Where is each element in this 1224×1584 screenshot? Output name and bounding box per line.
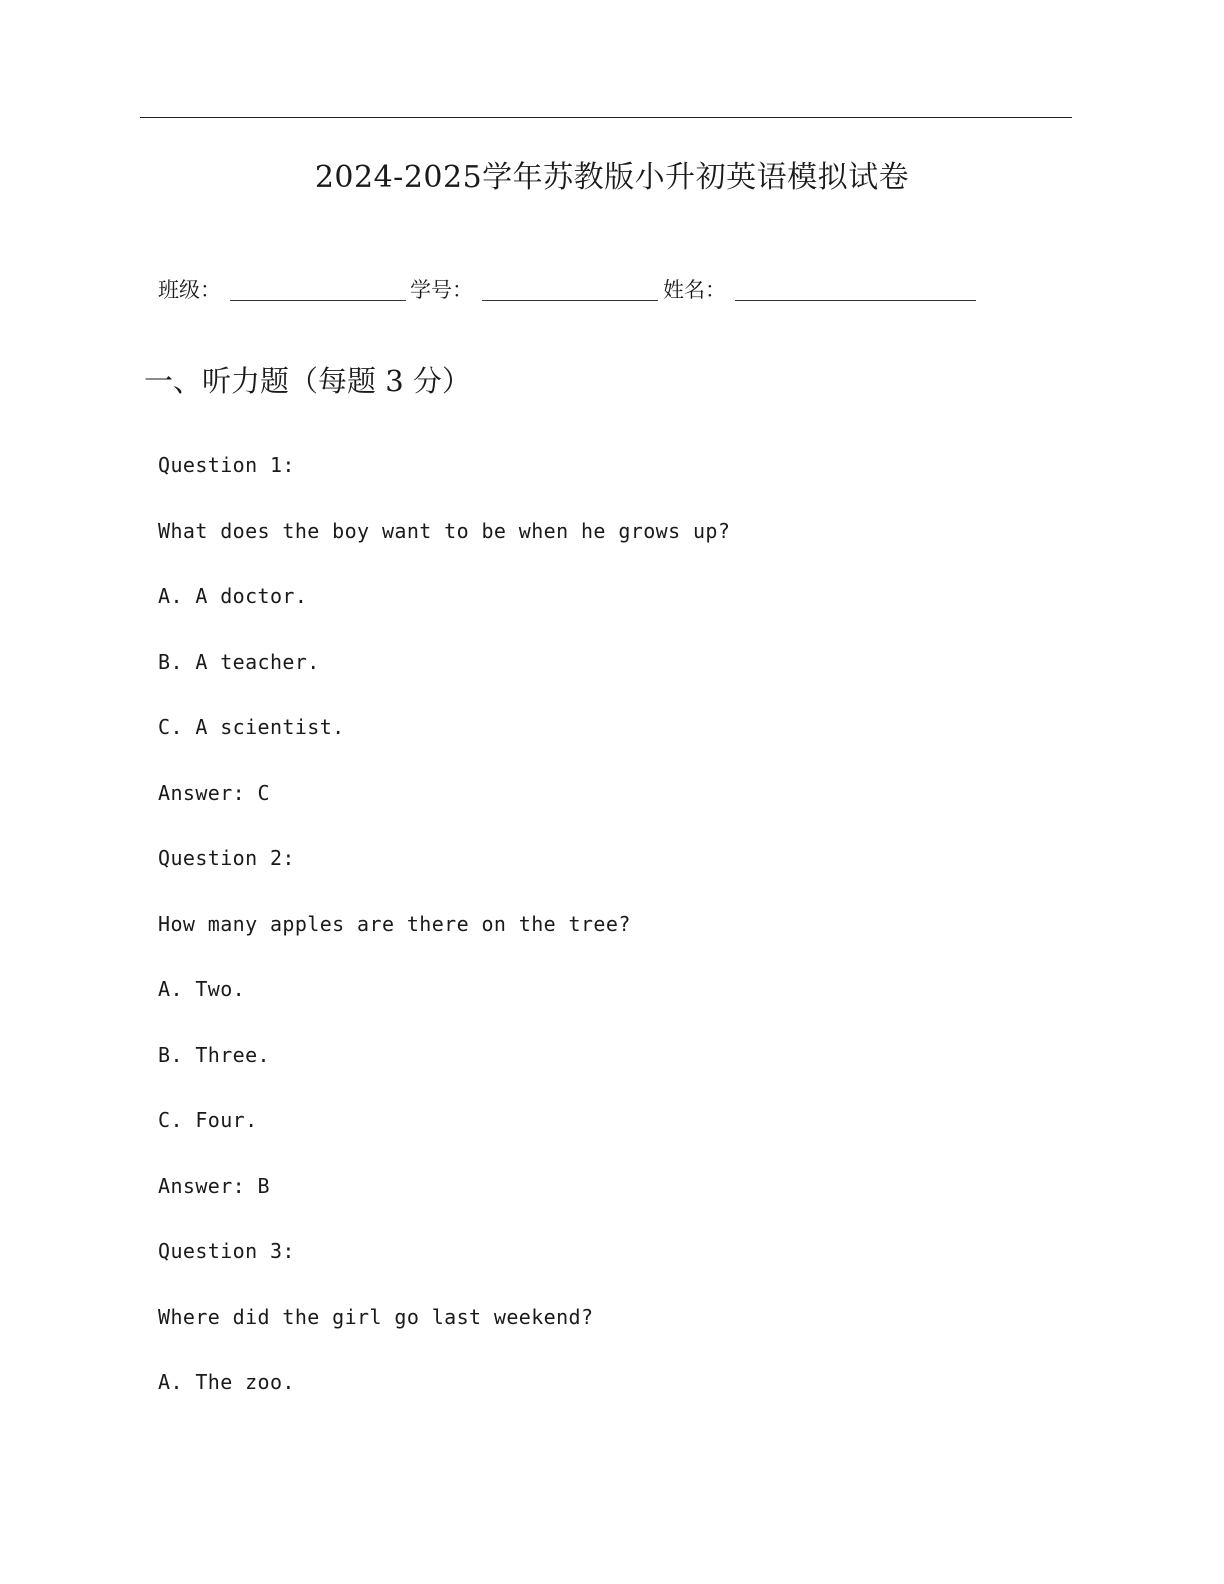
question-2-text: How many apples are there on the tree? (158, 911, 631, 936)
student-info-row (158, 274, 1058, 306)
class-blank[interactable] (230, 300, 406, 301)
header-rule (140, 117, 1072, 118)
name-blank[interactable] (735, 300, 976, 301)
question-1-label: Question 1: (158, 453, 295, 477)
question-2-option-b: B. Three. (158, 1042, 270, 1067)
question-3-option-a: A. The zoo. (158, 1370, 295, 1394)
question-3-text: Where did the girl go last weekend? (158, 1304, 594, 1329)
question-2-answer: Answer: B (158, 1173, 270, 1198)
question-1-text: What does the boy want to be when he grows up? (158, 518, 731, 543)
section-heading: 一、听力题（每题 3 分） (144, 364, 471, 398)
page-title: 2024-2025学年苏教版小升初英语模拟试卷 (314, 160, 910, 195)
question-1-option-a: A. A doctor. (158, 584, 308, 608)
question-1-option-b: B. A teacher. (158, 649, 320, 674)
name-label: 姓名： (663, 278, 726, 302)
question-2-label: Question 2: (158, 846, 295, 870)
student-number-blank[interactable] (482, 300, 658, 301)
question-2-option-a: A. Two. (158, 977, 246, 1001)
question-3-label: Question 3: (158, 1239, 295, 1263)
question-list (158, 449, 730, 1432)
class-label: 班级： (158, 278, 221, 302)
question-1-answer: Answer: C (158, 780, 270, 805)
question-1-option-c: C. A scientist. (158, 715, 345, 739)
question-2-option-c: C. Four. (158, 1108, 258, 1132)
student-number-label: 学号： (410, 278, 473, 302)
